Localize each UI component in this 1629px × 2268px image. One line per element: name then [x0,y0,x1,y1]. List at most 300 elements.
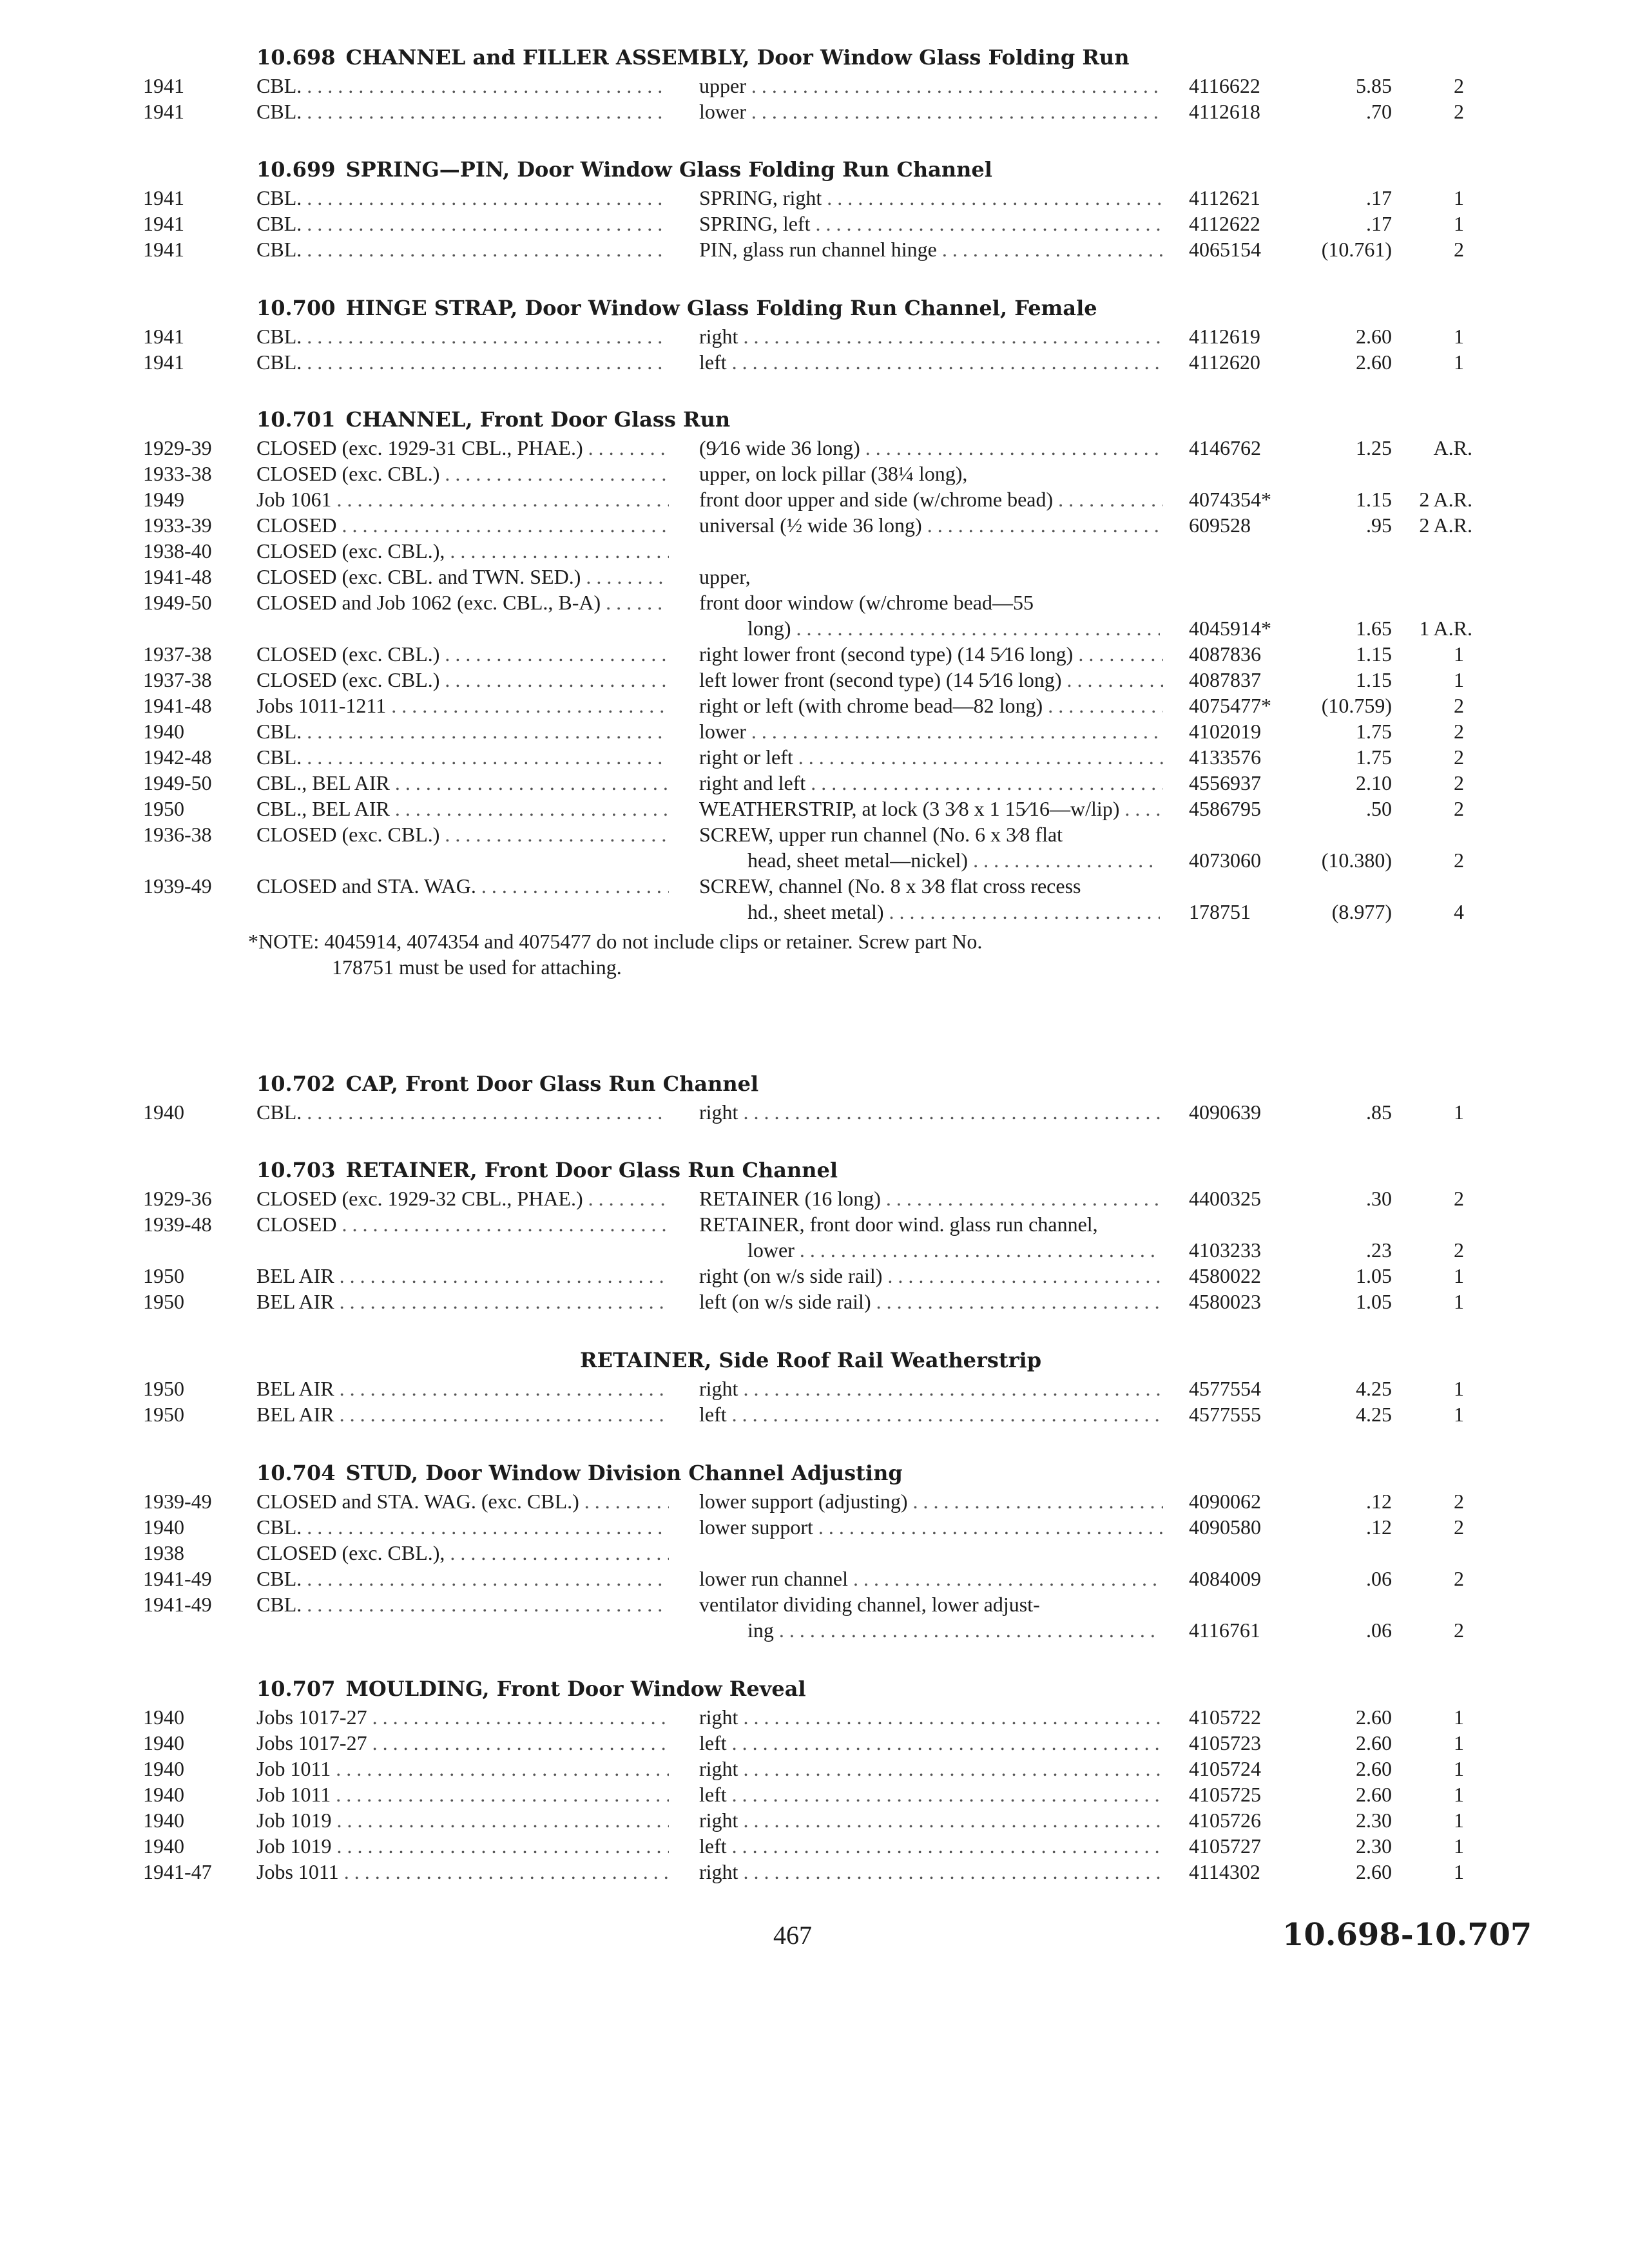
row-description-text: right [699,1809,738,1832]
row-quantity: 1 [1454,1377,1464,1400]
catalog-row [0,692,1629,719]
section-title: HINGE STRAP, Door Window Glass Folding Run Channel, Female [345,296,1097,320]
row-model-text: CBL. [256,720,302,743]
row-description-text: right [699,1377,738,1400]
catalog-row [0,1729,1629,1756]
row-price: 2.60 [1356,325,1392,348]
row-year: 1949-50 [143,771,212,794]
row-description-text: upper, on lock pillar (38¼ long), [699,462,968,485]
row-model-text: CLOSED (exc. CBL.) [256,823,440,846]
row-part-number: 4105724 [1189,1757,1261,1780]
row-description-text: front door upper and side (w/chrome bead) [699,488,1054,511]
row-model-text: CLOSED (exc. CBL.) [256,642,440,666]
row-year: 1950 [143,1377,184,1400]
row-year: 1938-40 [143,539,212,562]
section-number: 10.704 [256,1461,336,1485]
catalog-row [0,98,1629,125]
row-model [256,1858,669,1885]
section-number: 10.701 [256,407,336,432]
row-model [256,1514,669,1541]
row-price: 1.15 [1356,642,1392,666]
page-number: 467 [773,1921,812,1950]
row-model [256,589,669,616]
section-heading [256,1675,806,1702]
row-quantity: 2 [1454,74,1464,97]
row-year: 1940 [143,1706,184,1729]
row-quantity: 1 [1454,668,1464,691]
row-part-number: 4577554 [1189,1377,1261,1400]
row-description [699,1262,1163,1289]
row-part-number: 4133576 [1189,745,1261,769]
row-model-text: Job 1011 [256,1783,331,1806]
row-year: 1938 [143,1541,184,1564]
row-quantity: 2 A.R. [1419,488,1472,511]
row-description [747,898,1160,925]
row-year: 1937-38 [143,642,212,666]
row-model-text: CBL. [256,1100,302,1124]
catalog-row [0,898,1629,925]
row-description [699,1591,1163,1618]
row-part-number: 4090062 [1189,1490,1261,1513]
row-model-text: CLOSED (exc. CBL. and TWN. SED.) [256,565,581,588]
row-description-text: right lower front (second type) (14 5⁄16 long) [699,642,1074,666]
row-quantity: 1 [1454,1403,1464,1426]
row-quantity: 2 [1454,238,1464,261]
section-title: STUD, Door Window Division Channel Adjusting [345,1461,903,1485]
catalog-row [0,349,1629,376]
catalog-row [0,795,1629,822]
row-description [699,1565,1163,1592]
row-model [256,821,669,848]
row-model [256,640,669,668]
row-price: 1.25 [1356,436,1392,459]
catalog-row [0,210,1629,237]
row-description-text: left (on w/s side rail) [699,1290,871,1313]
section-number: 10.699 [256,157,336,182]
row-year: 1941-49 [143,1593,212,1616]
row-part-number: 4112619 [1189,325,1260,348]
row-quantity: 2 [1454,1187,1464,1210]
catalog-row [0,615,1629,642]
row-description-text: right (on w/s side rail) [699,1264,883,1287]
row-model [256,1565,669,1592]
section-heading [256,1157,838,1184]
row-price: .06 [1366,1619,1392,1642]
row-description-text: lower [699,100,746,123]
row-model [256,795,669,822]
row-model [256,744,669,771]
catalog-row [0,769,1629,796]
catalog-row [0,1262,1629,1289]
row-year: 1936-38 [143,823,212,846]
row-price: 2.60 [1356,1757,1392,1780]
row-year: 1941 [143,74,184,97]
row-part-number: 4087837 [1189,668,1261,691]
row-model [256,323,669,350]
row-model-text: CLOSED (exc. CBL.) [256,668,440,691]
row-description-text: lower [747,1238,795,1262]
row-quantity: 2 [1454,720,1464,743]
row-part-number: 4090580 [1189,1515,1261,1539]
catalog-row [0,1781,1629,1808]
row-year: 1939-49 [143,1490,212,1513]
row-quantity: 1 [1454,1264,1464,1287]
catalog-row [0,72,1629,99]
row-price: .17 [1366,212,1392,235]
row-model [256,769,669,796]
row-price: .30 [1366,1187,1392,1210]
row-description-text: SCREW, channel (No. 8 x 3⁄8 flat cross recess [699,874,1081,898]
row-description-text: left lower front (second type) (14 5⁄16 long) [699,668,1062,691]
row-year: 1941-48 [143,565,212,588]
row-model-text: Jobs 1017-27 [256,1731,367,1754]
row-part-number: 4556937 [1189,771,1261,794]
row-price: 4.25 [1356,1377,1392,1400]
row-year: 1941 [143,325,184,348]
row-model-text: CBL. [256,351,302,374]
row-price: .95 [1366,514,1392,537]
row-description [699,1832,1163,1860]
row-year: 1941 [143,351,184,374]
row-model [256,1807,669,1834]
row-part-number: 4146762 [1189,436,1261,459]
row-description-text: left [699,1834,727,1858]
row-description-text: left [699,351,727,374]
catalog-row [0,1514,1629,1541]
catalog-row [0,486,1629,513]
row-model-text: CBL. [256,100,302,123]
row-year: 1940 [143,1783,184,1806]
row-description-text: right and left [699,771,806,794]
row-part-number: 4105726 [1189,1809,1261,1832]
catalog-row [0,1401,1629,1428]
row-description [699,486,1163,513]
row-description [699,1514,1163,1541]
section-title: CHANNEL, Front Door Glass Run [345,407,731,432]
catalog-row [0,1832,1629,1860]
row-quantity: 1 [1454,1100,1464,1124]
row-description-text: right [699,1100,738,1124]
row-model-text: BEL AIR [256,1290,334,1313]
row-description-text: right [699,325,738,348]
row-description-text: left [699,1403,727,1426]
row-price: (10.759) [1321,694,1392,717]
row-description-text: head, sheet metal—nickel) [747,849,969,872]
section-number: 10.702 [256,1072,336,1096]
row-model [256,1539,669,1566]
row-part-number: 4114302 [1189,1860,1260,1883]
row-model-text: CBL. [256,1567,302,1590]
row-part-number: 4400325 [1189,1187,1261,1210]
row-model [256,434,669,461]
row-description-text: (9⁄16 wide 36 long) [699,436,860,459]
row-quantity: 2 [1454,694,1464,717]
row-part-number: 4073060 [1189,849,1261,872]
row-model [256,1401,669,1428]
row-quantity: 1 [1454,642,1464,666]
row-model [256,210,669,237]
row-quantity: 2 [1454,849,1464,872]
row-part-number: 4045914* [1189,617,1271,640]
row-quantity: 1 [1454,1834,1464,1858]
catalog-row [0,1704,1629,1731]
row-model-text: CBL. [256,238,302,261]
row-description [699,1781,1163,1808]
row-description-text: RETAINER, front door wind. glass run channel, [699,1213,1098,1236]
row-quantity: 1 [1454,1731,1464,1754]
footnote-line-1: *NOTE: 4045914, 4074354 and 4075477 do not include clips or retainer. Screw part No. [248,930,983,953]
row-model [256,512,669,539]
row-price: .06 [1366,1567,1392,1590]
row-model-text: BEL AIR [256,1403,334,1426]
row-year: 1940 [143,1757,184,1780]
row-description [699,1099,1163,1126]
row-part-number: 4074354* [1189,488,1271,511]
row-description [699,1401,1163,1428]
row-description-text: SPRING, right [699,186,822,209]
row-part-number: 4112618 [1189,100,1260,123]
row-description [699,1185,1163,1212]
row-model [256,1288,669,1315]
row-description [699,1488,1163,1515]
section-title: RETAINER, Side Roof Rail Weatherstrip [580,1348,1042,1372]
row-part-number: 4087836 [1189,642,1261,666]
row-price: 1.15 [1356,668,1392,691]
row-description-text: right [699,1757,738,1780]
row-quantity: 1 [1454,325,1464,348]
row-description-text: ventilator dividing channel, lower adjust- [699,1593,1040,1616]
section-title: MOULDING, Front Door Window Reveal [345,1677,806,1701]
row-description [699,1211,1163,1238]
row-description-text: ing [747,1619,774,1642]
row-model-text: CLOSED (exc. CBL.), [256,1541,445,1564]
row-part-number: 4116622 [1189,74,1260,97]
row-quantity: 1 [1454,212,1464,235]
row-quantity: 1 [1454,1809,1464,1832]
row-description-text: lower [699,720,746,743]
row-description [699,323,1163,350]
row-model-text: CLOSED [256,514,337,537]
row-quantity: 2 [1454,745,1464,769]
row-year: 1940 [143,1100,184,1124]
row-description [747,847,1160,874]
row-description [699,872,1163,899]
row-description [699,821,1163,848]
row-model-text: Job 1011 [256,1757,331,1780]
row-year: 1949 [143,488,184,511]
row-description [699,640,1163,668]
row-quantity: 1 [1454,1860,1464,1883]
row-year: 1942-48 [143,745,212,769]
row-price: 1.65 [1356,617,1392,640]
row-model [256,72,669,99]
row-model-text: BEL AIR [256,1264,334,1287]
row-model [256,1704,669,1731]
row-price: 2.30 [1356,1809,1392,1832]
row-description [699,72,1163,99]
catalog-row [0,1185,1629,1212]
catalog-row [0,434,1629,461]
row-model-text: CBL. [256,186,302,209]
row-description-text: left [699,1731,727,1754]
row-quantity: 2 [1454,771,1464,794]
row-part-number: 4112620 [1189,351,1260,374]
row-description [747,1617,1160,1644]
row-model-text: Job 1019 [256,1809,332,1832]
row-year: 1933-38 [143,462,212,485]
row-description [699,1807,1163,1834]
row-price: 1.05 [1356,1264,1392,1287]
row-model-text: Job 1019 [256,1834,332,1858]
row-part-number: 4065154 [1189,238,1261,261]
row-model [256,236,669,263]
row-price: 2.10 [1356,771,1392,794]
row-description-text: right [699,1706,738,1729]
row-model-text: CBL. [256,325,302,348]
catalog-row [0,1539,1629,1566]
row-description-text: RETAINER (16 long) [699,1187,881,1210]
catalog-row [0,847,1629,874]
row-quantity: 2 [1454,1238,1464,1262]
row-quantity: 1 [1454,1757,1464,1780]
row-model-text: CLOSED (exc. 1929-31 CBL., PHAE.) [256,436,583,459]
row-year: 1933-39 [143,514,212,537]
row-description-text: universal (½ wide 36 long) [699,514,922,537]
row-price: 1.05 [1356,1290,1392,1313]
row-description [699,512,1163,539]
row-part-number: 4084009 [1189,1567,1261,1590]
catalog-row [0,460,1629,487]
row-year: 1941 [143,186,184,209]
row-model-text: CLOSED and STA. WAG. (exc. CBL.) [256,1490,579,1513]
row-description [699,349,1163,376]
row-part-number: 4103233 [1189,1238,1261,1262]
catalog-row [0,1858,1629,1885]
row-description-text: lower support [699,1515,813,1539]
row-quantity: 2 [1454,100,1464,123]
row-year: 1941-49 [143,1567,212,1590]
row-price: .12 [1366,1515,1392,1539]
row-part-number: 4577555 [1189,1403,1261,1426]
row-model-text: CBL. [256,745,302,769]
row-price: 2.30 [1356,1834,1392,1858]
section-range: 10.698-10.707 [1282,1917,1532,1953]
catalog-row [0,537,1629,564]
row-description-text: upper, [699,565,751,588]
row-description-text: hd., sheet metal) [747,900,884,923]
row-model-text: CLOSED (exc. CBL.), [256,539,445,562]
row-model [256,563,669,590]
row-quantity: 1 [1454,1783,1464,1806]
row-model [256,1781,669,1808]
row-model-text: CLOSED and Job 1062 (exc. CBL., B-A) [256,591,601,614]
row-year: 1950 [143,1264,184,1287]
row-model [256,872,669,899]
row-quantity: 1 [1454,351,1464,374]
catalog-row [0,1617,1629,1644]
catalog-row [0,1591,1629,1618]
row-price: (10.380) [1321,849,1392,872]
catalog-row [0,512,1629,539]
section-heading [256,294,1097,322]
row-year: 1929-36 [143,1187,212,1210]
row-description [699,769,1163,796]
row-year: 1941 [143,100,184,123]
catalog-row [0,1807,1629,1834]
row-part-number: 609528 [1189,514,1251,537]
row-year: 1939-49 [143,874,212,898]
row-description [699,1288,1163,1315]
row-price: 2.60 [1356,1860,1392,1883]
catalog-row [0,666,1629,693]
row-price: 2.60 [1356,1731,1392,1754]
row-price: 2.60 [1356,1706,1392,1729]
row-price: 2.60 [1356,351,1392,374]
catalog-row [0,640,1629,668]
row-model-text: CBL., BEL AIR [256,771,390,794]
row-model [256,537,669,564]
section-title: CAP, Front Door Glass Run Channel [345,1072,759,1096]
row-description [699,795,1163,822]
row-description-text: upper [699,74,746,97]
catalog-row [0,323,1629,350]
row-year: 1940 [143,1834,184,1858]
row-model-text: Jobs 1017-27 [256,1706,367,1729]
row-part-number: 4586795 [1189,797,1261,820]
row-description [699,1375,1163,1402]
catalog-row [0,718,1629,745]
row-price: 1.75 [1356,745,1392,769]
row-price: .17 [1366,186,1392,209]
row-year: 1941-47 [143,1860,212,1883]
row-year: 1929-39 [143,436,212,459]
row-description [747,1236,1160,1264]
catalog-row [0,1211,1629,1238]
row-model [256,1729,669,1756]
row-quantity: 1 [1454,1706,1464,1729]
row-price: .12 [1366,1490,1392,1513]
row-year: 1940 [143,1809,184,1832]
row-part-number: 4580023 [1189,1290,1261,1313]
row-year: 1940 [143,1731,184,1754]
row-price: 4.25 [1356,1403,1392,1426]
row-part-number: 4075477* [1189,694,1271,717]
catalog-row [0,1755,1629,1782]
row-part-number: 178751 [1189,900,1251,923]
catalog-row [0,1375,1629,1402]
row-year: 1941 [143,238,184,261]
catalog-row [0,1236,1629,1264]
catalog-row [0,563,1629,590]
row-part-number: 4105723 [1189,1731,1261,1754]
row-description-text: SPRING, left [699,212,811,235]
row-description [699,210,1163,237]
section-number: 10.698 [256,45,336,70]
row-model [256,184,669,211]
row-model-text: Jobs 1011-1211 [256,694,387,717]
section-heading [580,1347,1041,1374]
section-title: CHANNEL and FILLER ASSEMBLY, Door Window Glass Folding Run [345,45,1130,70]
row-description-text: right [699,1860,738,1883]
row-price: 1.15 [1356,488,1392,511]
row-description-text: long) [747,617,791,640]
catalog-row [0,1565,1629,1592]
row-part-number: 4105727 [1189,1834,1261,1858]
row-description [699,589,1163,616]
row-price: .50 [1366,797,1392,820]
row-quantity: 4 [1454,900,1464,923]
row-description [699,98,1163,125]
